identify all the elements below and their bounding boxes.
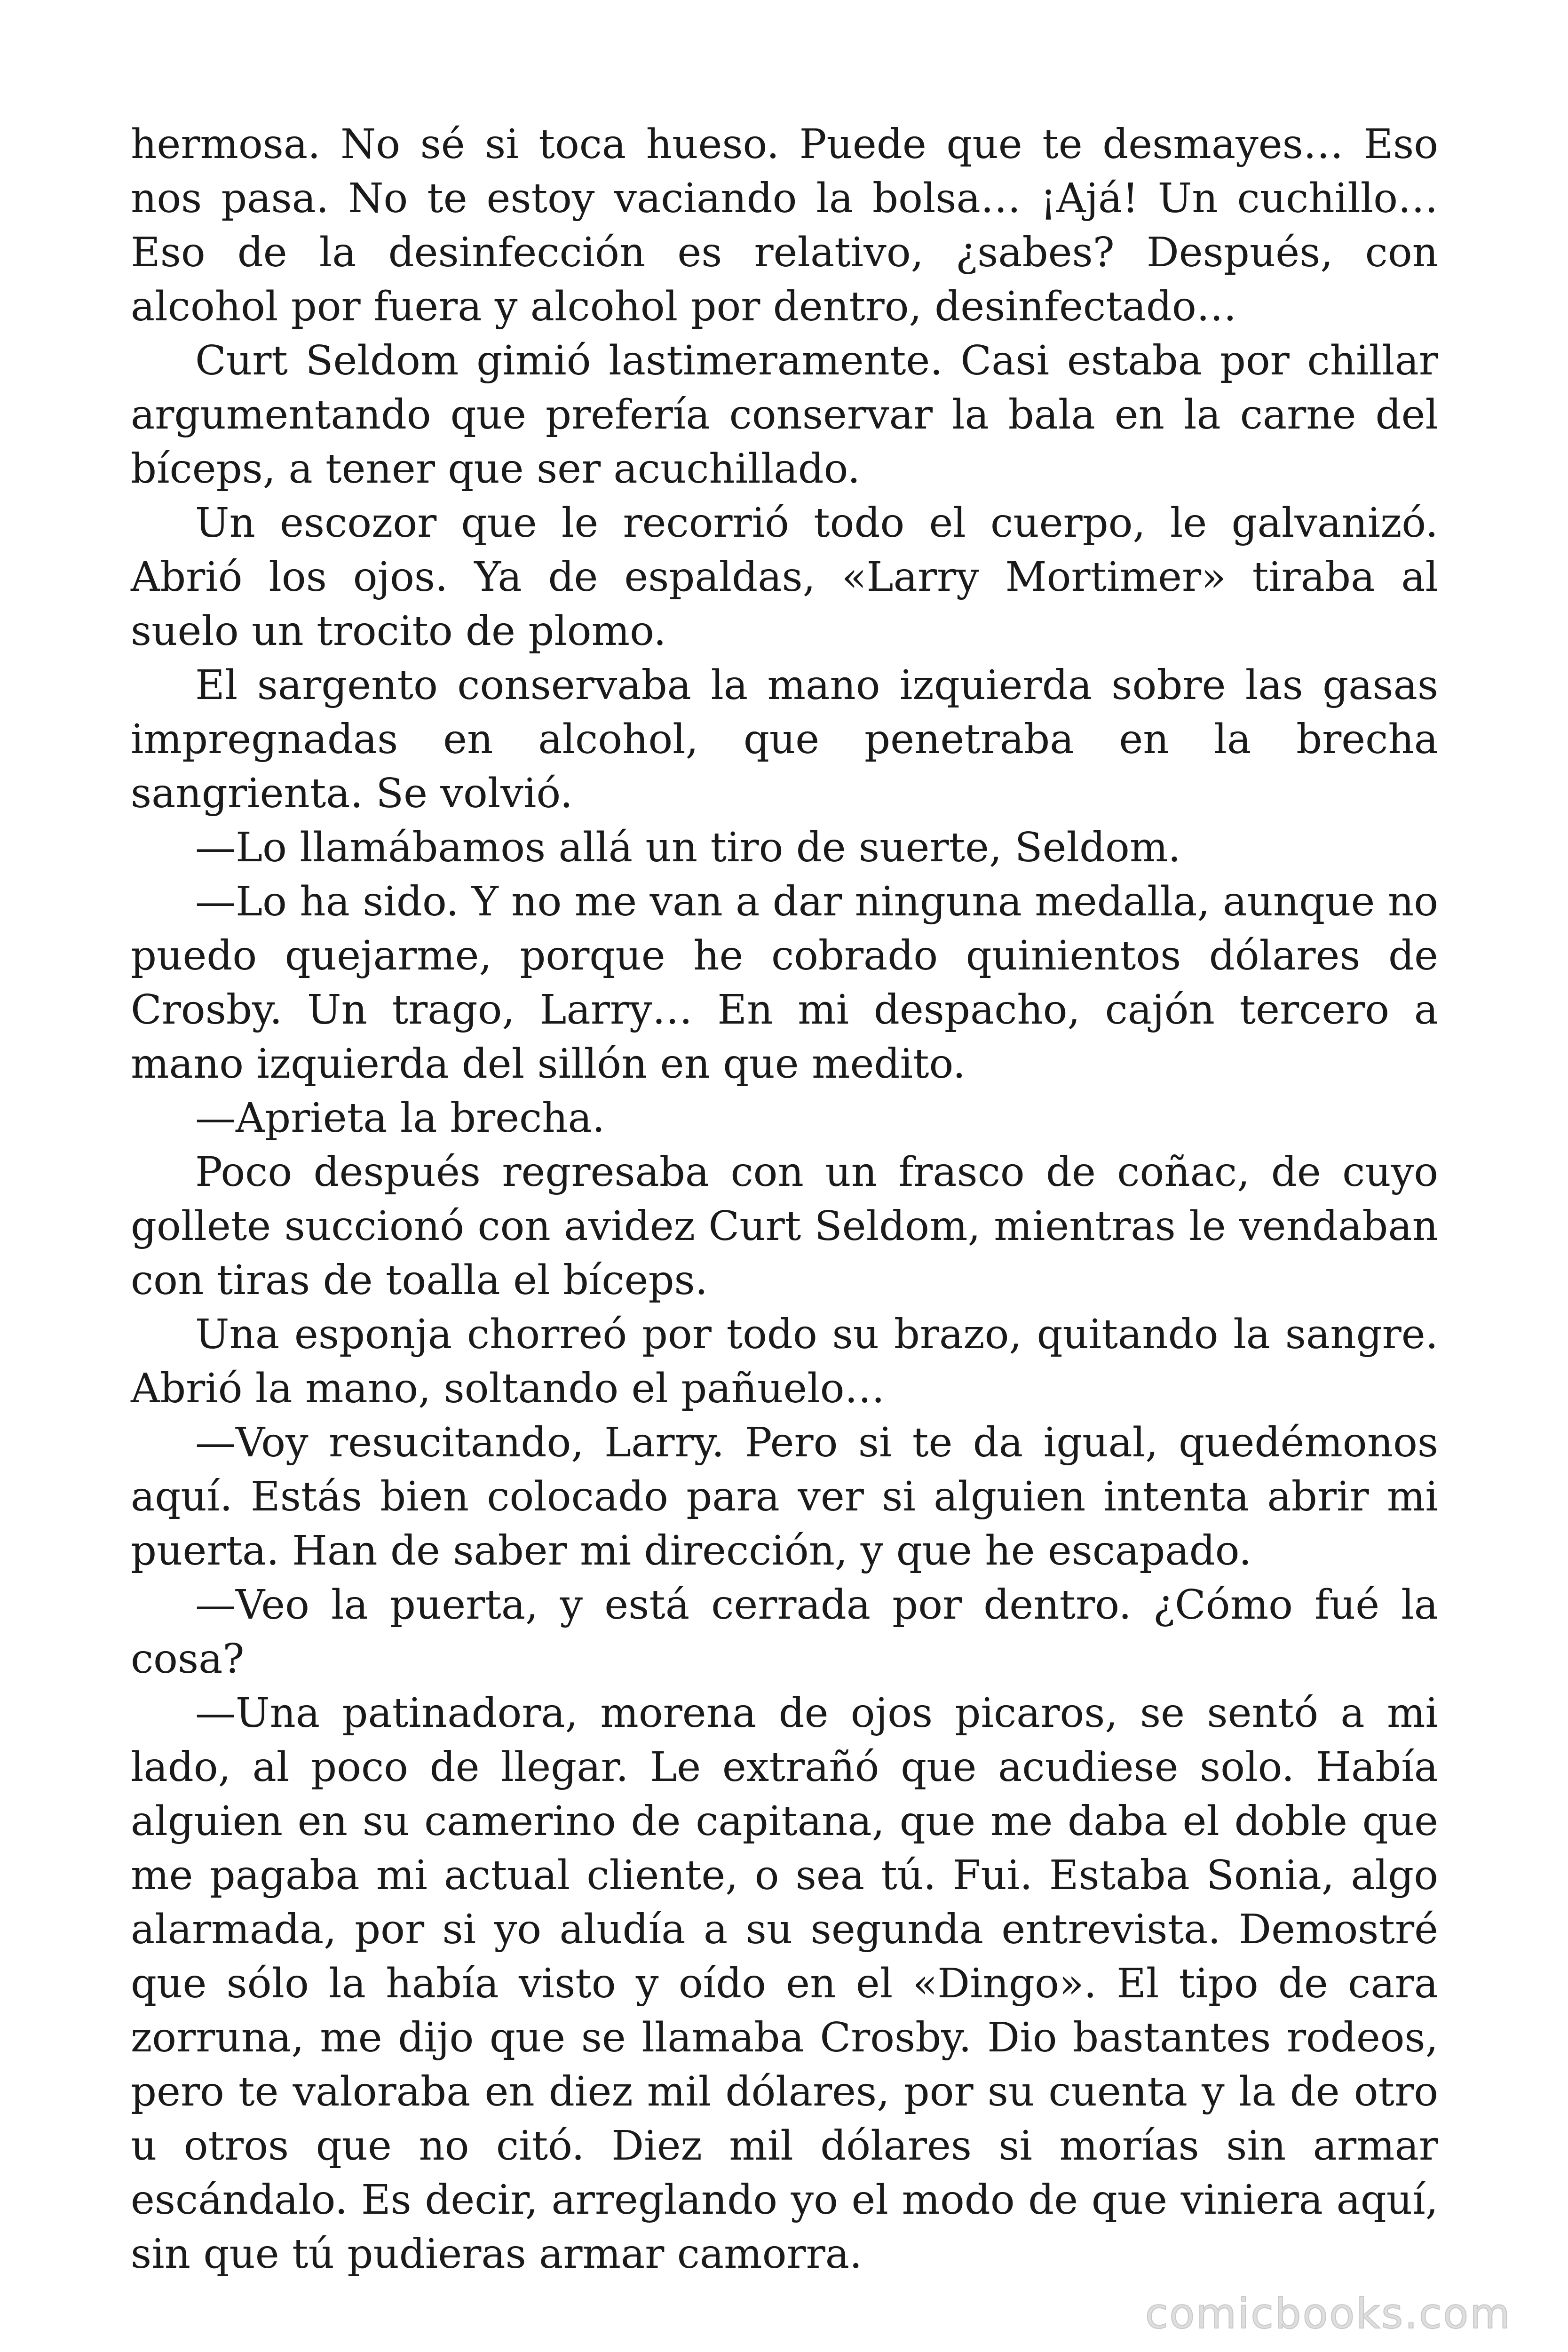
watermark: comicbooks.com (1145, 2289, 1512, 2338)
paragraph: Poco después regresaba con un frasco de coñac, de cuyo gollete succionó con avidez Curt Seldom, mientras le vendaban con tiras de toalla el bíceps. (131, 1149, 1438, 1304)
dialogue-paragraph: —Lo llamábamos allá un tiro de suerte, Seldom. (195, 824, 1181, 871)
paragraph: El sargento conservaba la mano izquierda sobre las gasas impregnadas en alcohol, que penetraba en la brecha sangrienta. Se volvió. (131, 662, 1438, 817)
paragraph-continued: hermosa. No sé si toca hueso. Puede que te desmayes… Eso nos pasa. No te estoy vaciando la bolsa… ¡Ajá! Un cuchillo… Eso de la desinfección es relativo, ¿sabes? Después, con alcohol por fuera y alcohol por dentro, desinfectado… (131, 121, 1438, 330)
dialogue-paragraph: —Una patinadora, morena de ojos picaros, se sentó a mi lado, al poco de llegar. Le extrañó que acudiese solo. Había alguien en su camerino de capitana, que me daba el doble que me pagaba mi actual cliente, o sea tú. Fui. Estaba Sonia, algo alarmada, por si yo aludía a su segunda entrevista. Demostré que sólo la había visto y oído en el «Dingo». El tipo de cara zorruna, me dijo que se llamaba Crosby. Dio bastantes rodeos, pero te valoraba en diez mil dólares, por su cuenta y la de otro u otros que no citó. Diez mil dólares si morías sin armar escándalo. Es decir, arreglando yo el modo de que viniera aquí, sin que tú pudieras armar camorra. (131, 1690, 1438, 2278)
dialogue-paragraph: —Veo la puerta, y está cerrada por dentro. ¿Cómo fué la cosa? (131, 1581, 1438, 1683)
dialogue-paragraph: —Lo ha sido. Y no me van a dar ninguna medalla, aunque no puedo quejarme, porque he cobrado quinientos dólares de Crosby. Un trago, Larry… En mi despacho, cajón tercero a mano izquierda del sillón en que medito. (131, 878, 1438, 1088)
dialogue-paragraph: —Voy resucitando, Larry. Pero si te da igual, quedémonos aquí. Estás bien colocado para ver si alguien intenta abrir mi puerta. Han de saber mi dirección, y que he escapado. (131, 1419, 1438, 1574)
paragraph: Una esponja chorreó por todo su brazo, quitando la sangre. Abrió la mano, soltando el pañuelo… (131, 1311, 1438, 1412)
paragraph: Un escozor que le recorrió todo el cuerpo, le galvanizó. Abrió los ojos. Ya de espaldas, «Larry Mortimer» tiraba al suelo un trocito de plomo. (131, 500, 1438, 655)
dialogue-paragraph: —Aprieta la brecha. (195, 1095, 605, 1142)
body-text (131, 118, 1438, 2281)
paragraph: Curt Seldom gimió lastimeramente. Casi estaba por chillar argumentando que prefería conservar la bala en la carne del bíceps, a tener que ser acuchillado. (131, 337, 1438, 493)
